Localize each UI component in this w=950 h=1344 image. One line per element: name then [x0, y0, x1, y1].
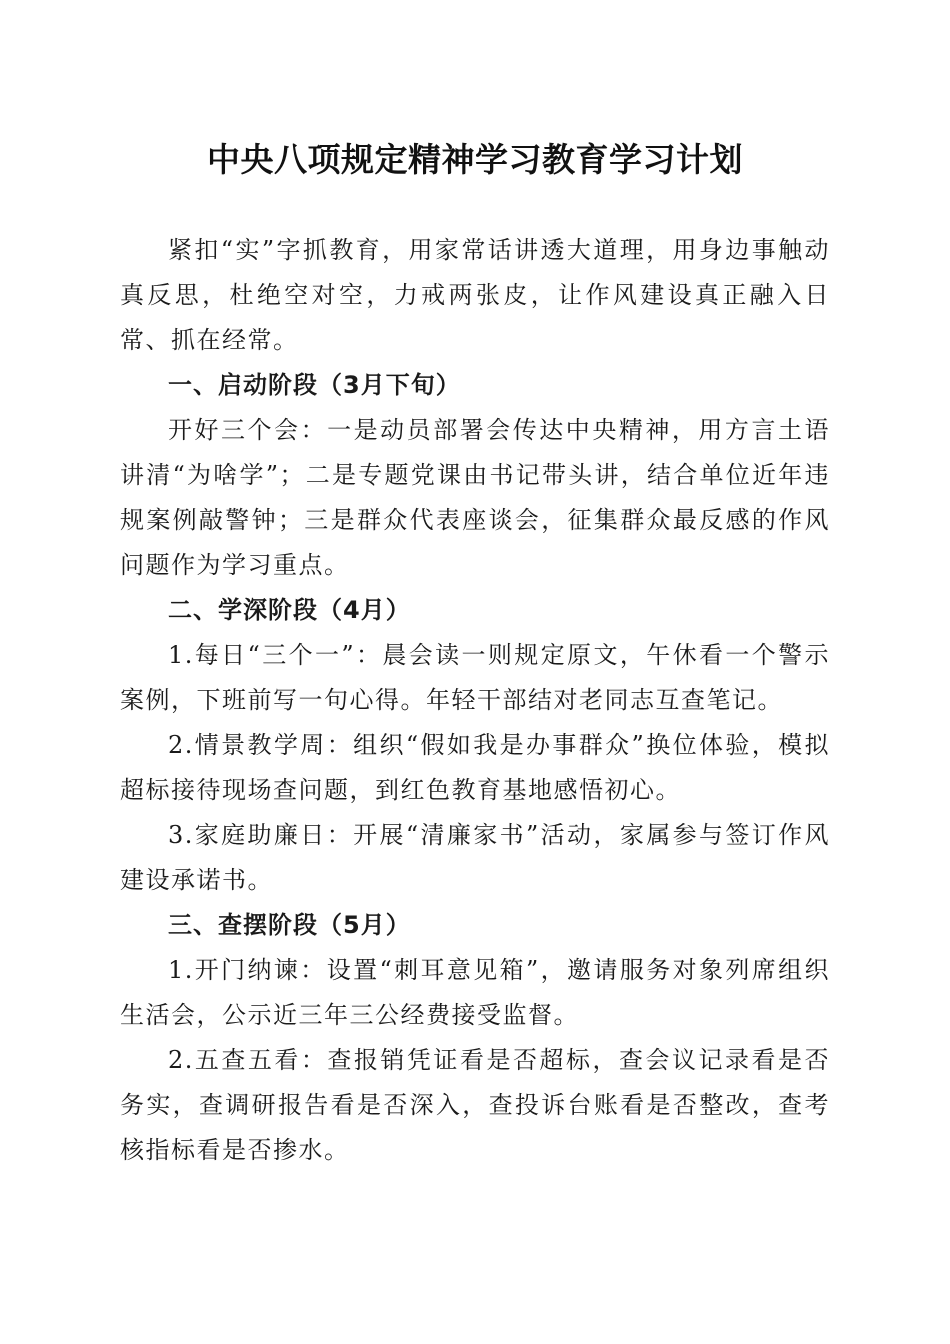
section-launch-paragraph: 开好三个会：一是动员部署会传达中央精神，用方言土语讲清“为啥学”；二是专题党课由书记带头讲，结合单位近年违规案例敲警钟；三是群众代表座谈会，征集群众最反感的作风问题作为学习重点。 [120, 416, 830, 579]
document-body [120, 228, 830, 1173]
intro-paragraph: 紧扣“实”字抓教育，用家常话讲透大道理，用身边事触动真反思，杜绝空对空，力戒两张皮，让作风建设真正融入日常、抓在经常。 [120, 236, 830, 354]
section-heading-review: 三、查摆阶段（5月） [168, 911, 411, 939]
section-study-item-1: 1.每日“三个一”：晨会读一则规定原文，午休看一个警示案例，下班前写一句心得。年轻干部结对老同志互查笔记。 [120, 641, 830, 714]
section-heading-study: 二、学深阶段（4月） [168, 596, 411, 624]
section-study-item-2: 2.情景教学周：组织“假如我是办事群众”换位体验，模拟超标接待现场查问题，到红色教育基地感悟初心。 [120, 731, 830, 804]
document-title: 中央八项规定精神学习教育学习计划 [207, 140, 743, 179]
section-review-item-2: 2.五查五看：查报销凭证看是否超标，查会议记录看是否务实，查调研报告看是否深入，查投诉台账看是否整改，查考核指标看是否掺水。 [120, 1046, 830, 1164]
section-review-item-1: 1.开门纳谏：设置“刺耳意见箱”，邀请服务对象列席组织生活会，公示近三年三公经费接受监督。 [120, 956, 830, 1029]
section-study-item-3: 3.家庭助廉日：开展“清廉家书”活动，家属参与签订作风建设承诺书。 [120, 821, 830, 894]
section-heading-launch: 一、启动阶段（3月下旬） [168, 371, 461, 399]
